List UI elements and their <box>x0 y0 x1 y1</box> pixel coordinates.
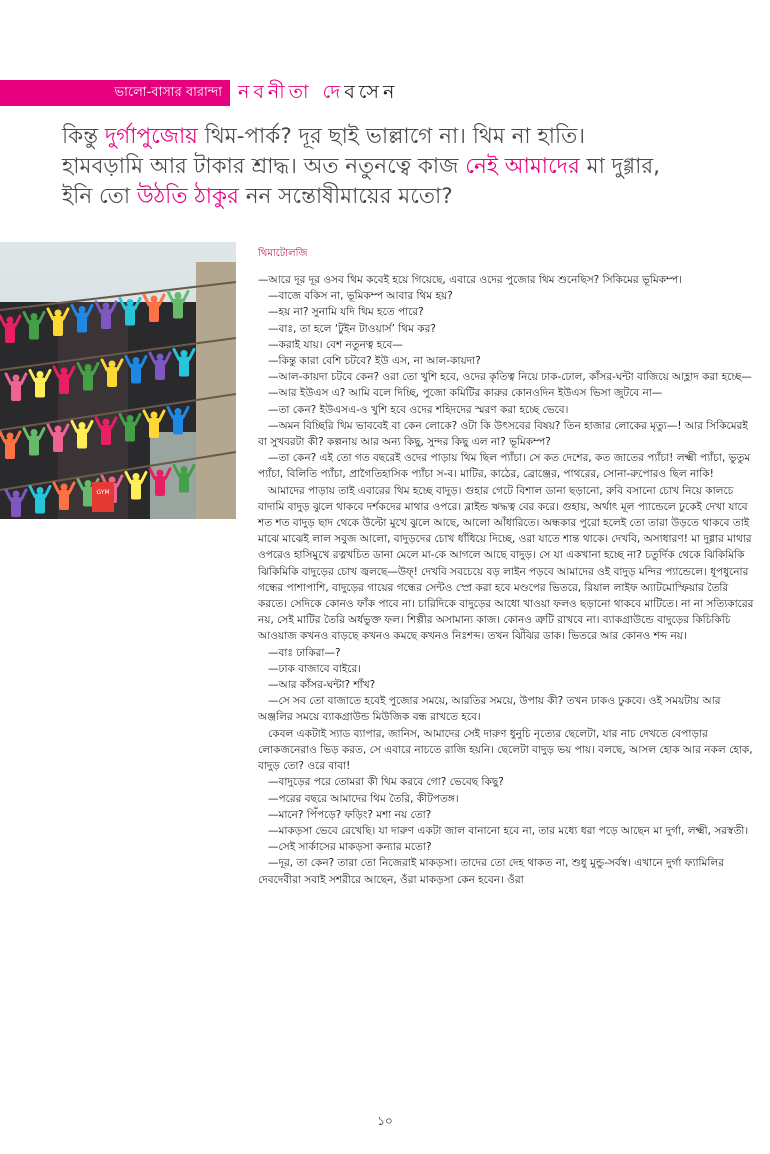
column-title: ভালো-বাসার বারান্দা <box>114 85 222 100</box>
page-number: ১০ <box>377 1114 393 1128</box>
article-paragraph: —সেই সার্কাসের মাকড়সা কন্যার মতো? <box>268 841 432 854</box>
article-paragraph: —পরের বছরে আমাদের থিম তৈরি, কীটপতঙ্গ। <box>268 792 459 805</box>
pull-quote-text: ইনি তো <box>62 184 137 209</box>
pull-quote-line-2 <box>62 152 752 182</box>
article-paragraph: —হয় না? সুনামি যদি থিম হতে পারে? <box>268 306 424 319</box>
article-paragraph: —আল-কায়দা চটবে কেন? ওরা তো খুশি হবে, ওদের কৃতিত্ব নিয়ে ঢাক-ঢোল, কাঁসর-ঘন্টা বাজিয়ে আহ্লাদ করা হচ্ছে— <box>268 371 752 384</box>
article-paragraph: —আর কাঁসর-ঘন্টা? শাঁখ? <box>268 679 376 692</box>
article-paragraph: —মানে? পিঁপড়ে? ফড়িং? মশা নয় তো? <box>268 808 432 821</box>
pandal-photo <box>0 242 236 519</box>
pull-quote-text: হামবড়ামি আর টাকার শ্রাদ্ধ। অত নতুনত্বে কাজ <box>62 154 466 179</box>
author-last-name: দেবসেন <box>322 81 399 103</box>
article-paragraph: —মাকড়সা ভেবে রেখেছি। যা দারুণ একটা জাল বানানো হবে না, তার মধ্যে ধরা পড়ে আছেন মা দুর্গা, লক্ষ্মী, সরস্বতী। <box>268 824 749 837</box>
article-paragraph: —সে সব তো বাজাতে হবেই পুজোর সময়ে, আরতির সময়ে, উপায় কী? তখন ঢাকও ঢুকবে। ওই সময়টায় আর অঞ্জলির সময়ে ব্যাকগ্রাউন্ড মিউজিক বন্ধ রাখতে হবে। <box>258 695 721 724</box>
pull-quote-text: কিন্তু <box>62 124 105 149</box>
author-first-name: নবনীতা <box>238 81 313 103</box>
column-title-bar <box>0 80 230 106</box>
article-paragraph: আমাদের পাড়ায় তাই এবারের থিম হচ্ছে বাদুড়। গুহার গেটে বিশাল ডানা ছড়ানো, রুবি বসানো চোখ নিয়ে কালচে বাদামি বাদুড় ঝুলে থাকবে দর্শকদের মাথার ওপরে। ব্লাইন্ড ঋদ্ধত্ব বের করে। গুহায়, অর্থাৎ মূল প্যান্ডেলে ঢুকেই দেখা যাবে শত শত বাদুড় ছাদ থেকে উল্টো মুখে ঝুলে আছে, আলো আঁধারিতে। অন্ধকার পুরো হলেই তো তারা উড়তে থাকবে তাই মাঝে মাঝেই লাল সবুজ আলো, বাদুড়দের চোখ ধাঁধিয়ে দিচ্ছে, ওরা যাতে শান্ত থাকে। দেখবি, অসাধারণ! মা দুগ্গার মাথার ওপরেও হাসিমুখে রত্নখচিত ডানা মেলে মা-কে আগলে আছে বাদুড়। সে যা একখানা হচ্ছে না? চতুর্দিক থেকে ঝিকিমিকি ঝিকিমিকি বাদুড়ের চোখ জ্বলছে—উফ্! দেখবি সবচেয়ে বড় লাইন পড়বে আমাদের ওই বাদুড় মন্দির প্যান্ডেলে। ধূপধুনোর গন্ধের পাশাপাশি, বাদুড়ের গায়ের গন্ধের সেন্টও স্প্রে করা হবে মণ্ডপের ভিতরে, রিয়াল লাইফ অ্যাটমোস্ফিয়ার তৈরি করতে। সেদিকে কোনও ফাঁক পাবে না। চারিদিকে বাদুড়ের আধো খাওয়া ফলও ছড়ানো থাকবে মাটিতে। না না সত্যিকারের নয়, সেই মাটির তৈরি অর্ধভুক্ত ফল। শিল্পীর অসামান্য কাজ। কোনও ত্রুটি রাখবে না। ব্যাকগ্রাউন্ডে বাদুড়ের কিচিকিচি আওয়াজ কখনও বাড়ছে কখনও কমছে কখনও নিঃশব্দ। তখন ঝিঁঝির ডাক। ভিতরে আর কোনও শব্দ নয়। <box>258 484 754 643</box>
pull-quote-highlight: দুর্গাপুজোয় <box>104 124 198 149</box>
hanging-figures-illustration <box>0 242 236 519</box>
pull-quote-highlight: উঠতি ঠাকুর <box>136 184 239 209</box>
pull-quote-line-3 <box>62 182 752 212</box>
pull-quote <box>62 122 752 212</box>
article-body <box>258 272 754 888</box>
author-name <box>238 78 398 110</box>
gym-sign <box>92 482 114 512</box>
article-paragraph: —দূর, তা কেন? তারা তো নিজেরাই মাকড়সা। তাদের তো দেহ থাকত না, শুধু মুন্ডু-সর্বস্ব। এখানে দুর্গা ফ্যামিলির দেবদেবীরা সবাই সশরীরে আছেন, ওঁরা মাকড়সা কেন হবেন। ওঁরা <box>258 857 724 886</box>
pull-quote-text: থিম-পার্ক? দূর ছাই ভাল্লাগে না। থিম না হাতি। <box>197 124 586 149</box>
article-paragraph: —বাজে বকিস না, ভূমিকম্প আবার থিম হয়? <box>268 290 453 303</box>
article-paragraph: —আরে দূর দূর ওসব থিম কবেই হয়ে গিয়েছে, এবারে ওদের পুজোর থিম শুনেছিস? সিকিমের ভূমিকম্প। <box>258 274 682 286</box>
pull-quote-line-1 <box>62 122 752 152</box>
pull-quote-text: নন সন্তোষীমায়ের মতো? <box>238 184 453 209</box>
pull-quote-text: মা দুগ্গার, <box>579 154 660 179</box>
article-paragraph: —আর ইউএস এ? আমি বলে দিচ্ছি, পুজো কমিটির কারুর কোনওদিন ইউএস ভিসা জুটবে না— <box>268 387 663 400</box>
article-paragraph: —তা কেন? এই তো গত বছরেই ওদের পাড়ায় থিম ছিল প্যাঁচা। সে কত দেশের, কত জাতের প্যাঁচা! লক্ষ্মী প্যাঁচা, ভুতুম প্যাঁচা, বিলিতি প্যাঁচা, প্রাগৈতিহাসিক প্যাঁচা স-ব। মাটির, কাঠের, ব্রোঞ্জের, পাথরের, সোনা-রুপোরও ছিল নাকি! <box>258 452 751 481</box>
article-paragraph: —বাঃ ঢাকিরা—? <box>268 646 341 659</box>
article-paragraph: —বাঃ, তা হলে ‘টুইন টাওয়ার্স’ থিম কর? <box>268 322 436 335</box>
article-paragraph: —অমন বিচ্ছিরি থিম ভাববেই বা কেন লোকে? ওটা কি উৎসবের বিষয়? তিন হাজার লোকের মৃত্যু—! আর সিকিমেরই বা সুখবরটা কী? কল্পনায় আর অন্য কিছু, সুন্দর কিছু এল না? ভূমিকম্প? <box>258 419 748 449</box>
section-title: থিমাটোলজি <box>258 248 308 259</box>
article-paragraph: —ঢাক বাজাবে বাইরে। <box>268 662 361 675</box>
gym-sign-text: GYM <box>96 489 110 496</box>
article-paragraph: কেবল একটাই স্যাড ব্যাপার, জানিস, আমাদের সেই দারুণ ধুনুচি নৃত্যের ছেলেটা, যার নাচ দেখতে বেপাড়ার লোকজনেরাও ভিড় করত, সে এবারে নাচতে রাজি হয়নি। ছেলেটা বাদুড় ভয় পায়। বলছে, আসল হোক আর নকল হোক, বাদুড় তো? ওরে বাবা! <box>258 727 753 773</box>
article-paragraph: —করাই যায়। বেশ নতুনত্ব হবে— <box>268 338 403 351</box>
pull-quote-highlight: নেই আমাদের <box>465 154 580 179</box>
article-paragraph: —কিন্তু কারা বেশি চটবে? ইউ এস, না আল-কায়দা? <box>268 355 481 368</box>
article-paragraph: —বাদুড়ের পরে তোমরা কী থিম করবে গো? ভেবেছ কিছু? <box>268 776 504 789</box>
article-paragraph: —তা কেন? ইউএসএ-ও খুশি হবে ওদের শহিদদের স্মরণ করা হচ্ছে ভেবে। <box>268 403 569 416</box>
